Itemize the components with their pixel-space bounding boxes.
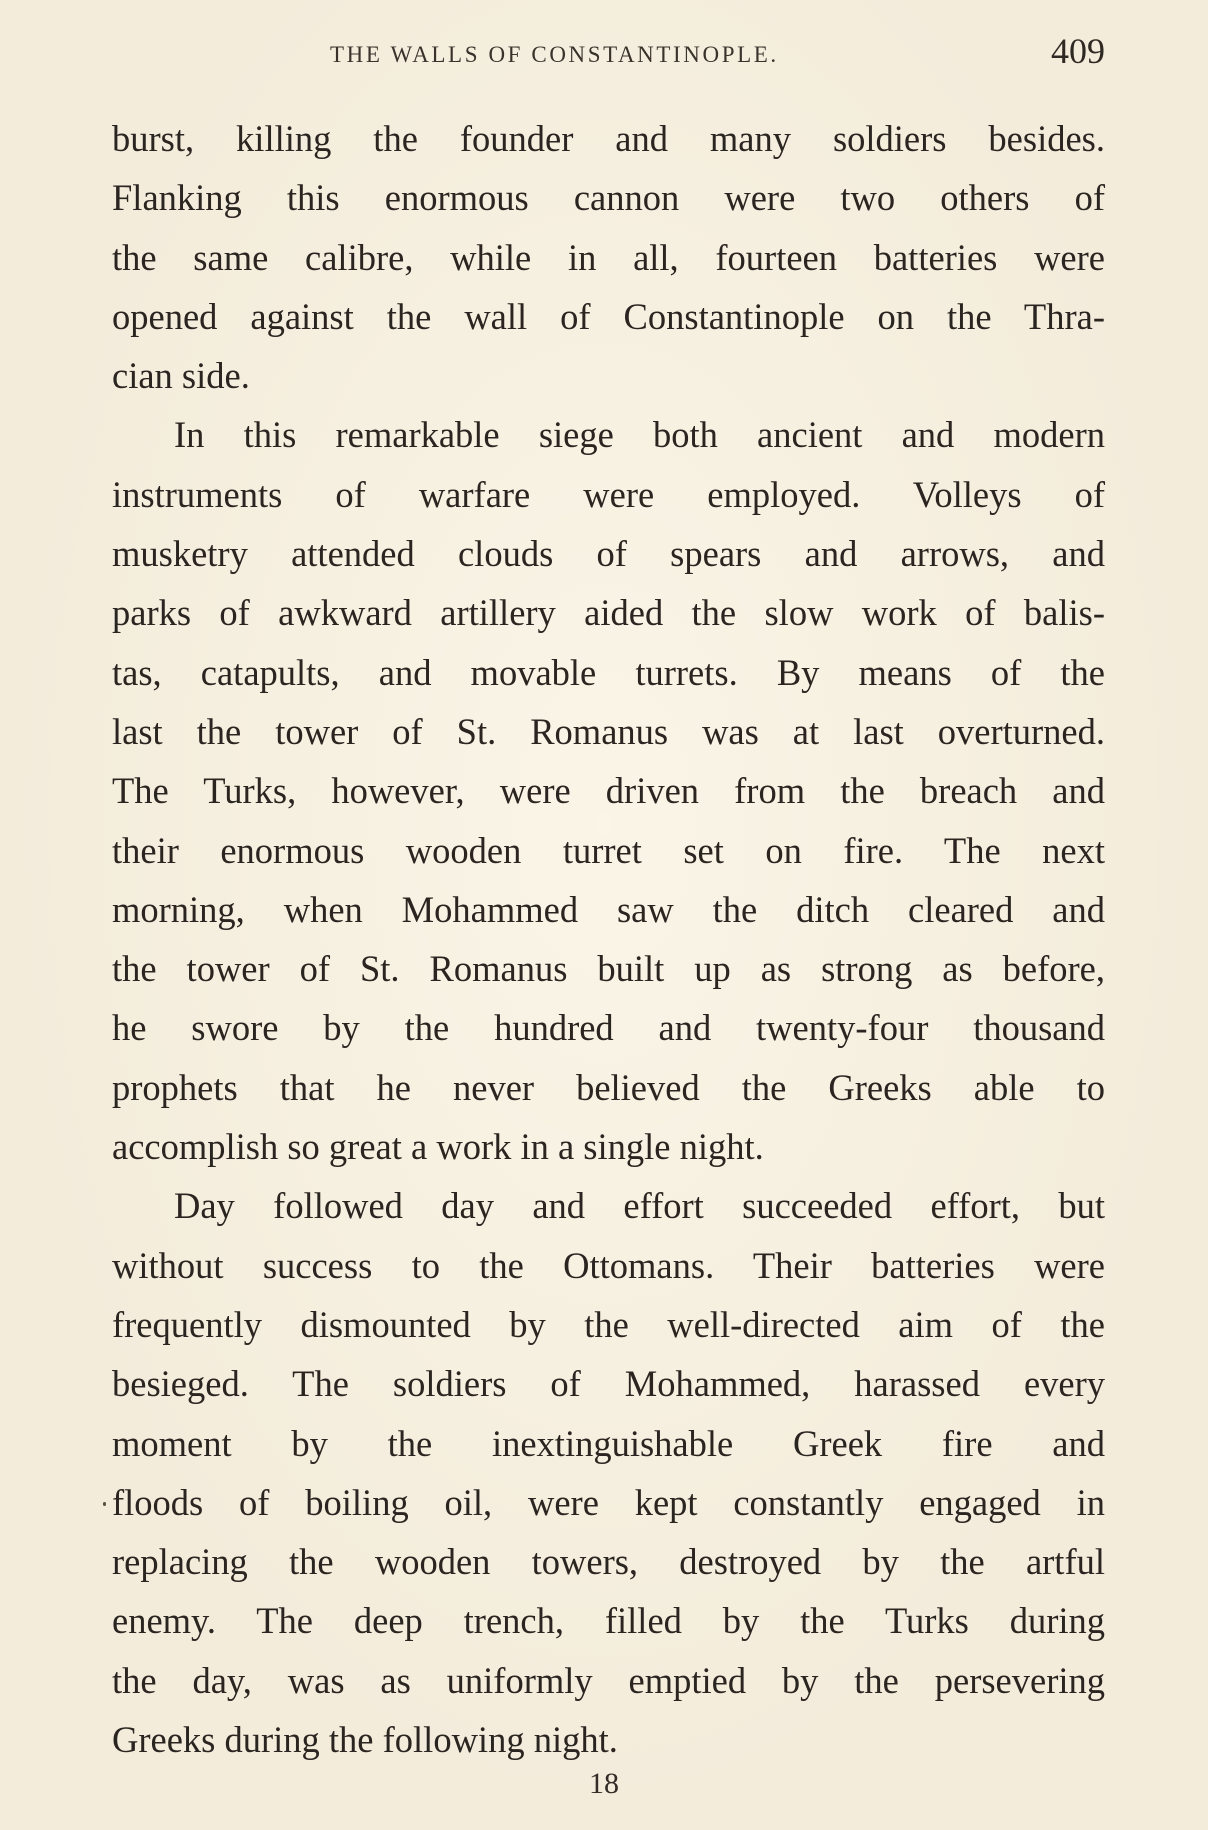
text-line: besieged. The soldiers of Mohammed, harassed every	[112, 1363, 1105, 1405]
page-header	[330, 30, 1105, 74]
text-line: Flanking this enormous cannon were two others of	[112, 177, 1105, 219]
signature-mark: 18	[589, 1767, 619, 1800]
text-line: tas, catapults, and movable turrets. By means of the	[112, 651, 1105, 693]
paragraph-start-line: In this remarkable siege both ancient and modern	[174, 414, 1105, 456]
text-line: enemy. The deep trench, filled by the Turks during	[112, 1600, 1105, 1642]
ink-blemish	[103, 1502, 106, 1506]
text-line: The Turks, however, were driven from the breach and	[112, 770, 1105, 812]
text-line: replacing the wooden towers, destroyed by the artful	[112, 1541, 1105, 1583]
text-line: their enormous wooden turret set on fire. The next	[112, 829, 1105, 871]
body-text	[112, 109, 1105, 1769]
text-line: Greeks during the following night.	[112, 1719, 618, 1761]
text-line: cian side.	[112, 355, 250, 397]
text-line: the same calibre, while in all, fourteen batteries were	[112, 236, 1105, 278]
text-line: instruments of warfare were employed. Volleys of	[112, 473, 1105, 515]
text-line: frequently dismounted by the well-directed aim of the	[112, 1303, 1105, 1345]
running-head: THE WALLS OF CONSTANTINOPLE.	[330, 42, 779, 67]
page-number: 409	[1051, 31, 1105, 71]
text-line: opened against the wall of Constantinople on the Thra-	[112, 295, 1105, 337]
text-line: burst, killing the founder and many soldiers besides.	[112, 118, 1105, 159]
text-line: last the tower of St. Romanus was at last overturned.	[112, 710, 1105, 752]
text-line: the day, was as uniformly emptied by the persevering	[112, 1659, 1105, 1701]
text-line: without success to the Ottomans. Their batteries were	[112, 1244, 1105, 1286]
text-line: moment by the inextinguishable Greek fire and	[112, 1422, 1105, 1464]
paragraph-start-line: Day followed day and effort succeeded effort, but	[174, 1185, 1105, 1227]
text-line: floods of boiling oil, were kept constantly engaged in	[112, 1481, 1105, 1523]
text-line: parks of awkward artillery aided the slow work of balis-	[112, 592, 1105, 634]
text-line: the tower of St. Romanus built up as strong as before,	[112, 948, 1105, 990]
text-line: musketry attended clouds of spears and arrows, and	[112, 533, 1105, 575]
text-line: morning, when Mohammed saw the ditch cleared and	[112, 888, 1105, 930]
text-line: prophets that he never believed the Greeks able to	[112, 1066, 1105, 1108]
text-line: he swore by the hundred and twenty-four thousand	[112, 1007, 1105, 1049]
text-line: accomplish so great a work in a single night.	[112, 1126, 764, 1168]
